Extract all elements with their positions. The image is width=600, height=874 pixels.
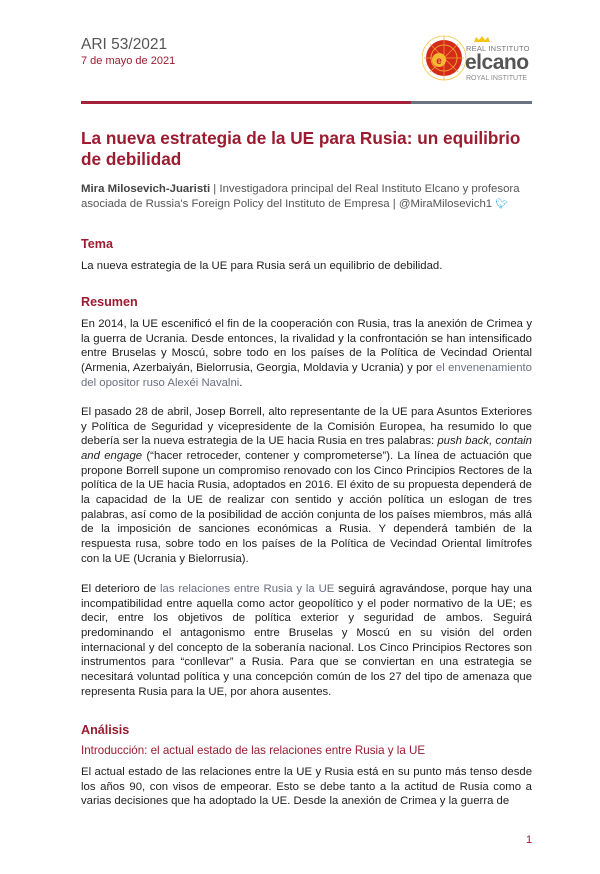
author-affiliation: | Investigadora principal del Real Instituto Elcano y profesora asociada de Russia's Foreign Policy del Instituto de Empresa | @MiraMilosevich1: [81, 183, 520, 210]
page-number: 1: [526, 834, 533, 846]
text: .: [239, 376, 243, 389]
section-heading-tema: Tema: [81, 237, 113, 251]
resumen-paragraph-2: [81, 405, 532, 566]
italic-quote: push back, contain and engage: [81, 435, 532, 462]
section-heading-resumen: Resumen: [81, 295, 138, 309]
analisis-paragraph-1: El actual estado de las relaciones entre la UE y Rusia está en su punto más tenso desde los años 90, con visos de empeorar. Esto se debe tanto a la actitud de Rusia como a varias decisiones que ha adoptado la UE. Desde la anexión de Crimea y la guerra de: [81, 766, 532, 808]
elcano-logo: [422, 30, 542, 92]
author-name: Mira Milosevich-Juaristi: [81, 183, 211, 195]
author-byline: [81, 182, 541, 212]
text: seguirá agravándose, porque hay una incompatibilidad entre aquella como actor geopolítico y el poder normativo de la UE; es decir, entre los objetivos de política exterior y seguridad de ambos. Seguirá predominando el antagonismo entre Bruselas y Moscú en su visión del orden internacional y del concepto de la soberanía nacional. Los Cinco Principios Rectores son instrumentos para “conllevar” a Rusia. Para que se conviertan en una estrategia se necesitará voluntad política y una concepción común de los 27 del tipo de amenaza que representa Rusia para la UE, por ahora ausentes.: [81, 583, 532, 698]
report-series: ARI 53/2021: [81, 36, 168, 53]
twitter-icon[interactable]: 🐦︎: [495, 199, 508, 210]
logo-text-real-instituto: REAL INSTITUTO: [466, 44, 530, 53]
logo-text-royal-institute: ROYAL INSTITUTE: [466, 75, 528, 82]
svg-text:e: e: [436, 56, 442, 67]
subsection-heading: Introducción: el actual estado de las relaciones entre Rusia y la UE: [81, 744, 426, 757]
text: El deterioro de: [81, 583, 160, 595]
header-divider: [81, 101, 532, 104]
section-heading-analisis: Análisis: [81, 723, 130, 737]
resumen-paragraph-1: [81, 317, 532, 390]
text: (“hacer retroceder, contener y comprometerse”). La línea de actuación que propone Borrell supone un compromiso renovado con los Cinco Principios Rectores de la política de la UE hacia Rusia, adoptados en 2016. El éxito de su propuesta dependerá de la capacidad de la UE de realizar con sentido y acción política un eslogan de tres palabras, así como de la posibilidad de acción conjunta de los países miembros, más allá de la imposición de sanciones económicas a Rusia. Y dependerá también de la respuesta rusa, sobre todo en los países de la Política de Vecindad Oriental limítrofes con la UE (Ucrania y Bielorrusia).: [81, 449, 532, 565]
page-title: La nueva estrategia de la UE para Rusia: un equilibrio de debilidad: [81, 128, 521, 169]
report-date: 7 de mayo de 2021: [81, 55, 176, 67]
text: El pasado 28 de abril, Josep Borrell, alto representante de la UE para Asuntos Exteriores y Política de Seguridad y vicepresidente de la Comisión Europea, ha resumido lo que debería ser la nueva estrategia de la UE hacia Rusia en tres palabras:: [81, 406, 532, 448]
resumen-paragraph-3: [81, 582, 532, 699]
tema-text: La nueva estrategia de la UE para Rusia será un equilibrio de debilidad.: [81, 260, 443, 272]
logo-text-elcano: elcano: [465, 51, 529, 74]
navalni-link[interactable]: el envenenamiento del opositor ruso Alexéi Navalni: [81, 361, 532, 389]
text: En 2014, la UE escenificó el fin de la cooperación con Rusia, tras la anexión de Crimea y la guerra de Ucrania. Desde entonces, la rivalidad y la confrontación se han intensificado entre Bruselas y Moscú, sobre todo en los países de la Política de Vecindad Oriental (Armenia, Azerbaiyán, Bielorrusia, Georgia, Moldavia y Ucrania) y por: [81, 318, 532, 374]
relations-link[interactable]: las relaciones entre Rusia y la UE: [159, 583, 335, 595]
